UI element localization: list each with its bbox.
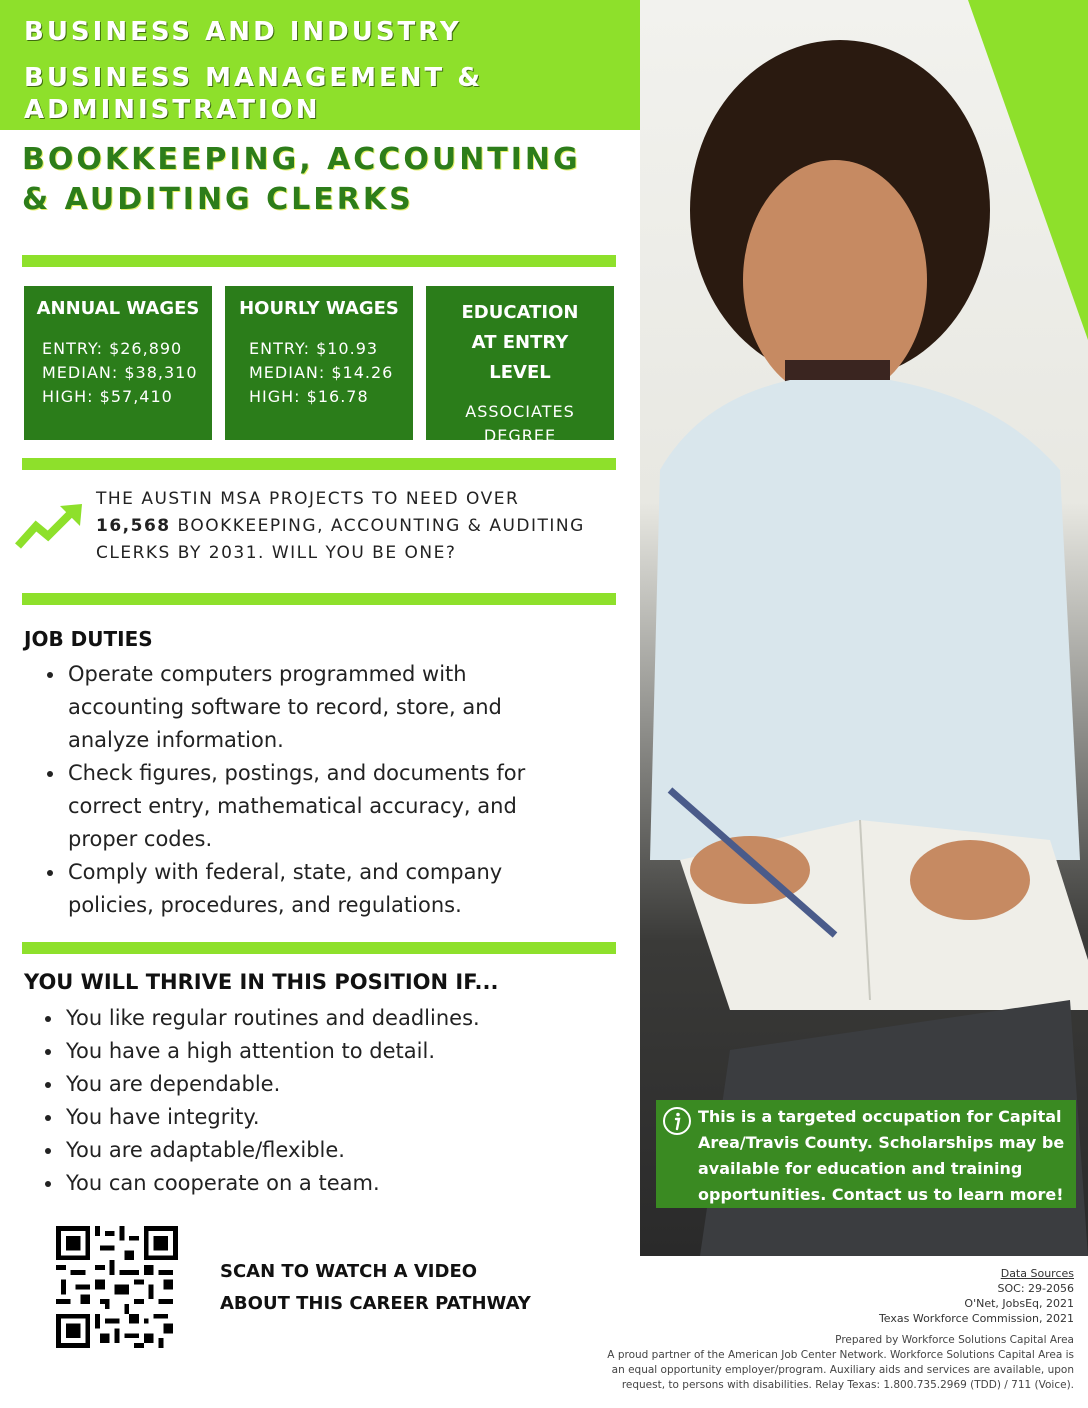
annual-median: MEDIAN: $38,310	[42, 363, 198, 382]
trending-up-icon	[14, 500, 84, 554]
source-line: O'Net, JobsEq, 2021	[964, 1297, 1074, 1310]
hourly-wages-title: HOURLY WAGES	[239, 298, 399, 319]
hourly-high: HIGH: $16.78	[249, 387, 369, 406]
source-line: Texas Workforce Commission, 2021	[878, 1312, 1074, 1325]
thrive-list	[36, 1002, 604, 1200]
hourly-wages-box	[225, 286, 413, 440]
list-item: • You can cooperate on a team.	[64, 1167, 604, 1200]
data-sources	[879, 1266, 1074, 1326]
data-sources-title[interactable]: Data Sources	[1000, 1267, 1074, 1280]
list-item: • You are adaptable/flexible.	[64, 1134, 604, 1167]
prepared-by: Prepared by Workforce Solutions Capital Area	[835, 1334, 1074, 1346]
projection-text	[96, 486, 616, 567]
qr-caption-line2: ABOUT THIS CAREER PATHWAY	[220, 1293, 531, 1314]
hourly-median: MEDIAN: $14.26	[249, 363, 394, 382]
callout-text: This is a targeted occupation for Capital Area/Travis County. Scholarships may be available for education and training opportunities. Contact us to learn more!	[698, 1107, 1065, 1204]
list-item: • You like regular routines and deadlines.	[64, 1002, 604, 1035]
thrive-title: YOU WILL THRIVE IN THIS POSITION IF...	[24, 970, 499, 994]
projection-after: BOOKKEEPING, ACCOUNTING & AUDITING CLERKS BY 2031. WILL YOU BE ONE?	[96, 516, 585, 563]
footer	[594, 1333, 1074, 1393]
education-box	[426, 286, 614, 445]
education-title: EDUCATION AT ENTRY LEVEL	[461, 302, 579, 383]
divider-bar	[22, 458, 616, 470]
industry-heading: BUSINESS AND INDUSTRY	[24, 17, 462, 47]
info-icon	[662, 1106, 692, 1136]
qr-caption-line1: SCAN TO WATCH A VIDEO	[220, 1261, 478, 1282]
list-item: • Operate computers programmed with accounting software to record, store, and analyze information.	[66, 658, 586, 757]
qr-code[interactable]	[56, 1226, 178, 1348]
annual-entry: ENTRY: $26,890	[42, 339, 183, 358]
list-item: • You have integrity.	[64, 1101, 604, 1134]
soc-code: SOC: 29-2056	[997, 1282, 1074, 1295]
divider-bar	[22, 942, 616, 954]
list-item: • Check figures, postings, and documents for correct entry, mathematical accuracy, and proper codes.	[66, 757, 586, 856]
list-item: • Comply with federal, state, and company policies, procedures, and regulations.	[66, 856, 586, 922]
job-duties-title: JOB DUTIES	[24, 627, 153, 651]
cluster-heading: BUSINESS MANAGEMENT & ADMINISTRATION	[24, 63, 484, 125]
projection-number: 16,568	[96, 516, 171, 536]
career-photo	[640, 0, 1088, 1256]
partner-statement: A proud partner of the American Job Center Network. Workforce Solutions Capital Area is an equal opportunity employer/program. Auxiliary aids and services are available, upon request, to persons with disabilities. Relay Texas: 1.800.735.2969 (TDD) / 711 (Voice).	[607, 1349, 1074, 1391]
annual-high: HIGH: $57,410	[42, 387, 173, 406]
hourly-entry: ENTRY: $10.93	[249, 339, 379, 358]
divider-bar	[22, 593, 616, 605]
qr-caption	[220, 1256, 531, 1320]
scholarship-callout	[656, 1100, 1076, 1208]
education-value: ASSOCIATES DEGREE	[465, 402, 575, 445]
annual-wages-box	[24, 286, 212, 440]
annual-wages-title: ANNUAL WAGES	[36, 298, 200, 319]
list-item: • You are dependable.	[64, 1068, 604, 1101]
photo-illustration	[640, 0, 1088, 1256]
projection-before: THE AUSTIN MSA PROJECTS TO NEED OVER	[96, 489, 520, 509]
job-duties-list	[38, 658, 586, 922]
list-item: • You have a high attention to detail.	[64, 1035, 604, 1068]
occupation-title: BOOKKEEPING, ACCOUNTING & AUDITING CLERKS	[22, 142, 581, 217]
divider-bar	[22, 255, 616, 267]
